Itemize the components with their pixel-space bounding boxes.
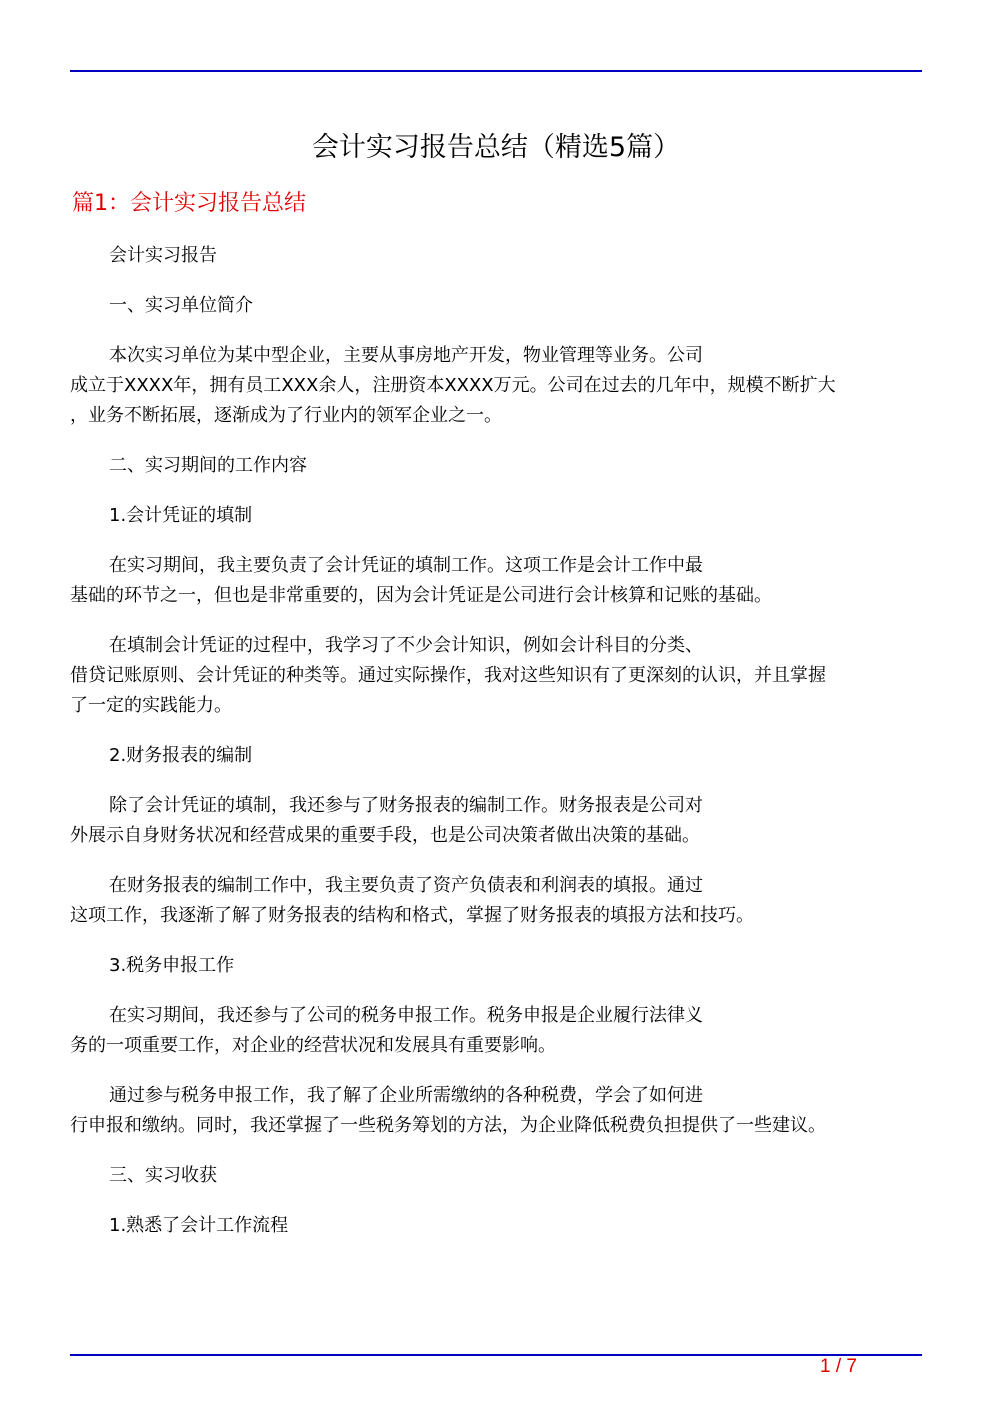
text-line: 三、实习收获 (109, 1165, 217, 1186)
text-line: 1.会计凭证的填制 (109, 505, 253, 526)
paragraph (70, 551, 930, 611)
text-line: 在填制会计凭证的过程中，我学习了不少会计知识，例如会计科目的分类、 (109, 635, 703, 656)
header-rule (70, 70, 922, 72)
paragraph (70, 631, 930, 721)
paragraph (70, 451, 930, 481)
page-number: 1 / 7 (820, 1356, 857, 1377)
text-line: 务的一项重要工作，对企业的经营状况和发展具有重要影响。 (70, 1035, 556, 1056)
text-line: 一、实习单位简介 (109, 295, 253, 316)
text-line: 借贷记账原则、会计凭证的种类等。通过实际操作，我对这些知识有了更深刻的认识，并且掌握 (70, 665, 826, 686)
document-body (70, 241, 930, 1261)
paragraph (70, 951, 930, 981)
text-line: 行申报和缴纳。同时，我还掌握了一些税务筹划的方法，为企业降低税费负担提供了一些建议。 (70, 1115, 826, 1136)
text-line: 3.税务申报工作 (109, 955, 235, 976)
text-line: 这项工作，我逐渐了解了财务报表的结构和格式，掌握了财务报表的填报方法和技巧。 (70, 905, 754, 926)
paragraph (70, 241, 930, 271)
text-line: 在财务报表的编制工作中，我主要负责了资产负债表和利润表的填报。通过 (109, 875, 703, 896)
text-line: 基础的环节之一，但也是非常重要的，因为会计凭证是公司进行会计核算和记账的基础。 (70, 585, 772, 606)
section-heading: 篇1：会计实习报告总结 (72, 191, 306, 216)
document-title: 会计实习报告总结（精选5篇） (311, 132, 681, 163)
text-line: 在实习期间，我还参与了公司的税务申报工作。税务申报是企业履行法律义 (109, 1005, 703, 1026)
text-line: ，业务不断拓展，逐渐成为了行业内的领军企业之一。 (70, 405, 502, 426)
text-line: 通过参与税务申报工作，我了解了企业所需缴纳的各种税费，学会了如何进 (109, 1085, 703, 1106)
paragraph (70, 341, 930, 431)
text-line: 除了会计凭证的填制，我还参与了财务报表的编制工作。财务报表是公司对 (109, 795, 703, 816)
text-line: 会计实习报告 (109, 245, 217, 266)
text-line: 在实习期间，我主要负责了会计凭证的填制工作。这项工作是会计工作中最 (109, 555, 703, 576)
paragraph (70, 871, 930, 931)
text-line: 本次实习单位为某中型企业，主要从事房地产开发，物业管理等业务。公司 (109, 345, 703, 366)
text-line: 1.熟悉了会计工作流程 (109, 1215, 289, 1236)
paragraph (70, 1161, 930, 1191)
paragraph (70, 1001, 930, 1061)
text-line: 2.财务报表的编制 (109, 745, 253, 766)
paragraph (70, 501, 930, 531)
paragraph (70, 741, 930, 771)
paragraph (70, 791, 930, 851)
text-line: 成立于XXXX年，拥有员工XXX余人，注册资本XXXX万元。公司在过去的几年中，规模不断扩大 (70, 375, 836, 396)
paragraph (70, 291, 930, 321)
paragraph (70, 1081, 930, 1141)
paragraph (70, 1211, 930, 1241)
text-line: 了一定的实践能力。 (70, 695, 232, 716)
text-line: 二、实习期间的工作内容 (109, 455, 307, 476)
text-line: 外展示自身财务状况和经营成果的重要手段，也是公司决策者做出决策的基础。 (70, 825, 700, 846)
footer-rule (70, 1354, 922, 1356)
